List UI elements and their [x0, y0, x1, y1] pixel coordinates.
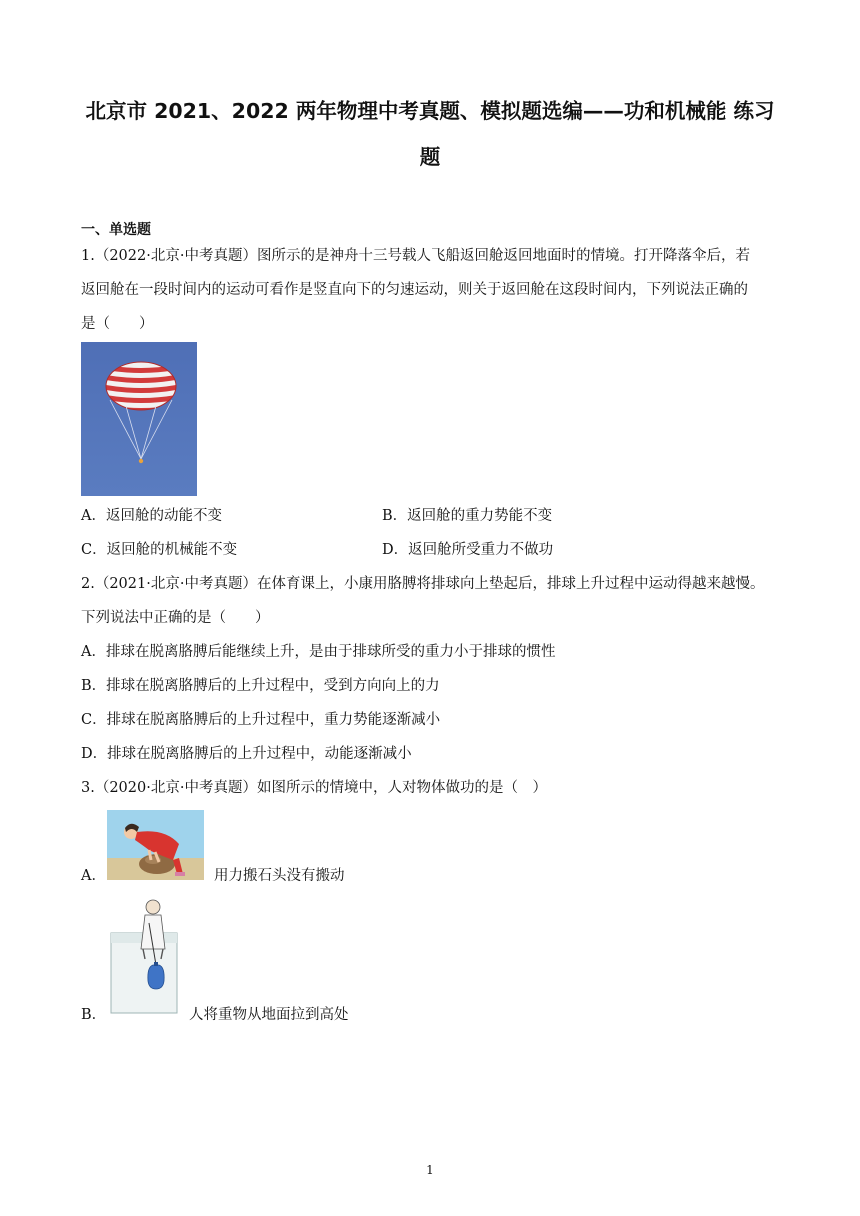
q3-option-a-label: A． [81, 868, 106, 884]
q2-line-2: 下列说法中正确的是（ ） [81, 610, 270, 626]
q2-option-d: D．排球在脱离胳膊后的上升过程中，动能逐渐减小 [81, 746, 412, 762]
section-heading: 一、单选题 [81, 222, 151, 238]
lifting-rock-image [107, 810, 204, 880]
title-line-1: 北京市 2021、2022 两年物理中考真题、模拟题选编——功和机械能 练习 [85, 99, 775, 123]
q1-option-d: D．返回舱所受重力不做功 [382, 542, 554, 558]
parachute-capsule-image [81, 342, 197, 496]
q3-line-1: 3.（2020·北京·中考真题）如图所示的情境中，人对物体做功的是（ ） [81, 780, 547, 796]
q3-option-b-label: B． [81, 1007, 107, 1023]
pulling-weight-image [109, 893, 179, 1015]
title-line-2: 题 [419, 145, 441, 169]
q1-line-3: 是（ ） [81, 316, 154, 332]
q1-line-2: 返回舱在一段时间内的运动可看作是竖直向下的匀速运动，则关于返回舱在这段时间内，下列说法正确的 [81, 282, 748, 298]
document-title [60, 88, 800, 180]
q3-option-b-text: 人将重物从地面拉到高处 [189, 1007, 349, 1023]
q1-option-c: C．返回舱的机械能不变 [81, 542, 238, 558]
q1-option-b: B．返回舱的重力势能不变 [382, 508, 553, 524]
q2-option-c: C．排球在脱离胳膊后的上升过程中，重力势能逐渐减小 [81, 712, 441, 728]
q2-line-1: 2.（2021·北京·中考真题）在体育课上，小康用胳膊将排球向上垫起后，排球上升过程中运动得越来越慢。 [81, 576, 765, 592]
q1-option-a: A．返回舱的动能不变 [81, 508, 222, 524]
q2-option-b: B．排球在脱离胳膊后的上升过程中，受到方向向上的力 [81, 678, 440, 694]
page-number: 1 [426, 1163, 434, 1177]
q2-option-a: A．排球在脱离胳膊后能继续上升，是由于排球所受的重力小于排球的惯性 [81, 644, 556, 660]
q3-option-a-text: 用力搬石头没有搬动 [214, 868, 345, 884]
q1-line-1: 1.（2022·北京·中考真题）图所示的是神舟十三号载人飞船返回舱返回地面时的情境。打开降落伞后，若 [81, 248, 750, 264]
